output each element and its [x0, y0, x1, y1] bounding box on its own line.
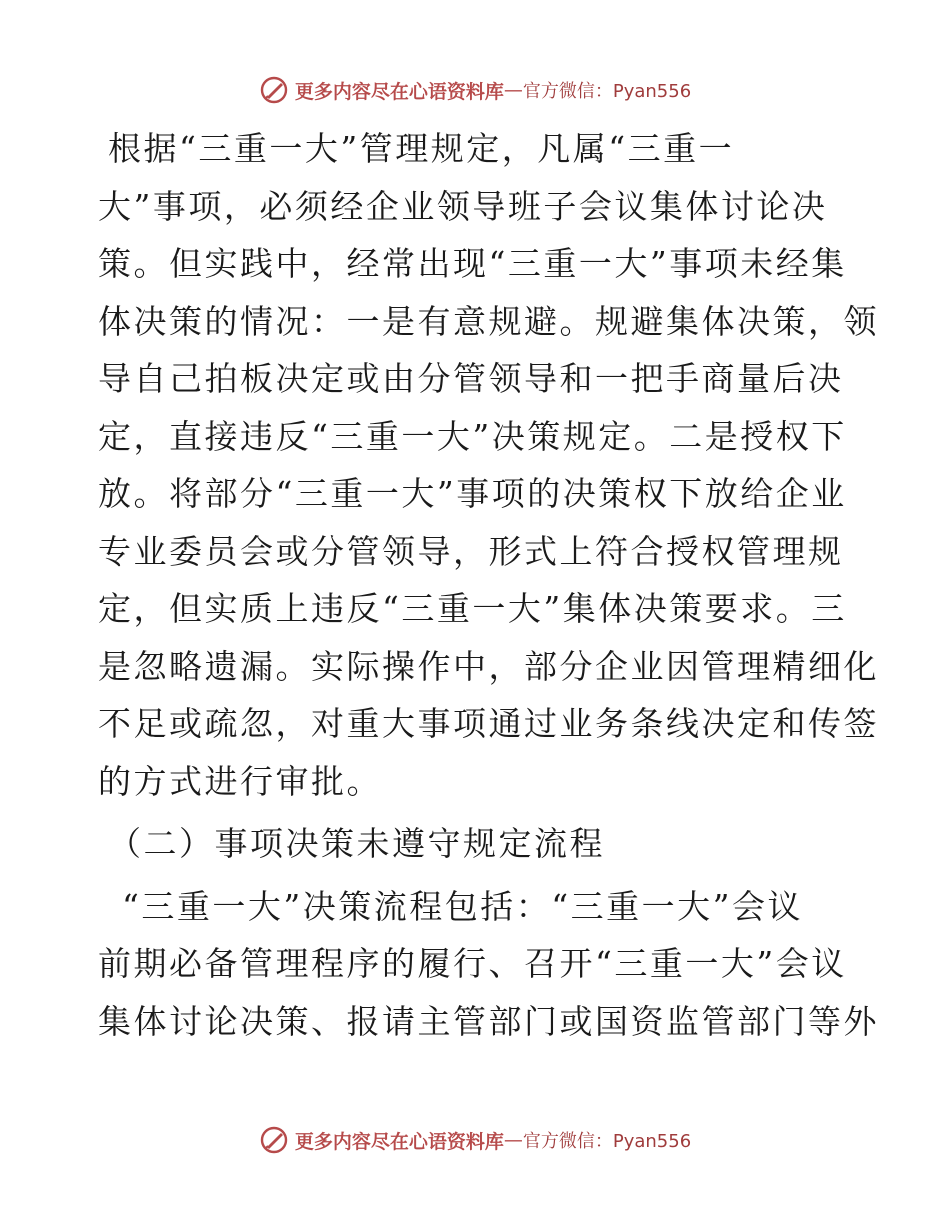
- banner-contact: 官方微信：Pyan556: [522, 1131, 692, 1152]
- paragraph-line: 专业委员会或分管领导，形式上符合授权管理规: [98, 531, 844, 571]
- quill-pen-logo-icon: [259, 75, 289, 105]
- banner-separator: —: [503, 79, 523, 101]
- banner-title: 更多内容尽在心语资料库: [294, 1130, 504, 1153]
- paragraph-line: 根据“三重一大”管理规定，凡属“三重一: [108, 129, 735, 168]
- paragraph-line: 定，但实质上违反“三重一大”集体决策要求。三: [98, 589, 847, 628]
- quill-pen-logo-icon: [259, 1125, 289, 1155]
- paragraph-line: 体决策的情况：一是有意规避。规避集体决策，领: [98, 301, 879, 341]
- paragraph-line: 不足或疏忽，对重大事项通过业务条线决定和传签: [98, 704, 879, 743]
- paragraph-line: 导自己拍板决定或由分管领导和一把手商量后决: [98, 359, 844, 398]
- document-body: [98, 120, 879, 1050]
- paragraph-line: 放。将部分“三重一大”事项的决策权下放给企业: [98, 474, 847, 513]
- paragraph-line: 的方式进行审批。: [98, 761, 382, 801]
- banner-separator: —: [503, 1129, 523, 1151]
- footer-banner: [0, 1120, 950, 1160]
- header-banner: [0, 70, 950, 110]
- section-heading: （二）事项决策未遵守规定流程: [108, 824, 605, 863]
- paragraph-line: 大”事项，必须经企业领导班子会议集体讨论决: [98, 186, 828, 226]
- banner-title: 更多内容尽在心语资料库: [294, 80, 504, 103]
- paragraph-line: 集体讨论决策、报请主管部门或国资监管部门等外: [98, 1001, 879, 1041]
- paragraph-line: 前期必备管理程序的履行、召开“三重一大”会议: [98, 944, 847, 983]
- paragraph-line: 定，直接违反“三重一大”决策规定。二是授权下: [98, 416, 847, 456]
- paragraph-line: 策。但实践中，经常出现“三重一大”事项未经集: [98, 244, 847, 283]
- paragraph-line: 是忽略遗漏。实际操作中，部分企业因管理精细化: [98, 646, 879, 686]
- paragraph-line: “三重一大”决策流程包括：“三重一大”会议: [122, 886, 803, 926]
- banner-contact: 官方微信：Pyan556: [522, 81, 692, 102]
